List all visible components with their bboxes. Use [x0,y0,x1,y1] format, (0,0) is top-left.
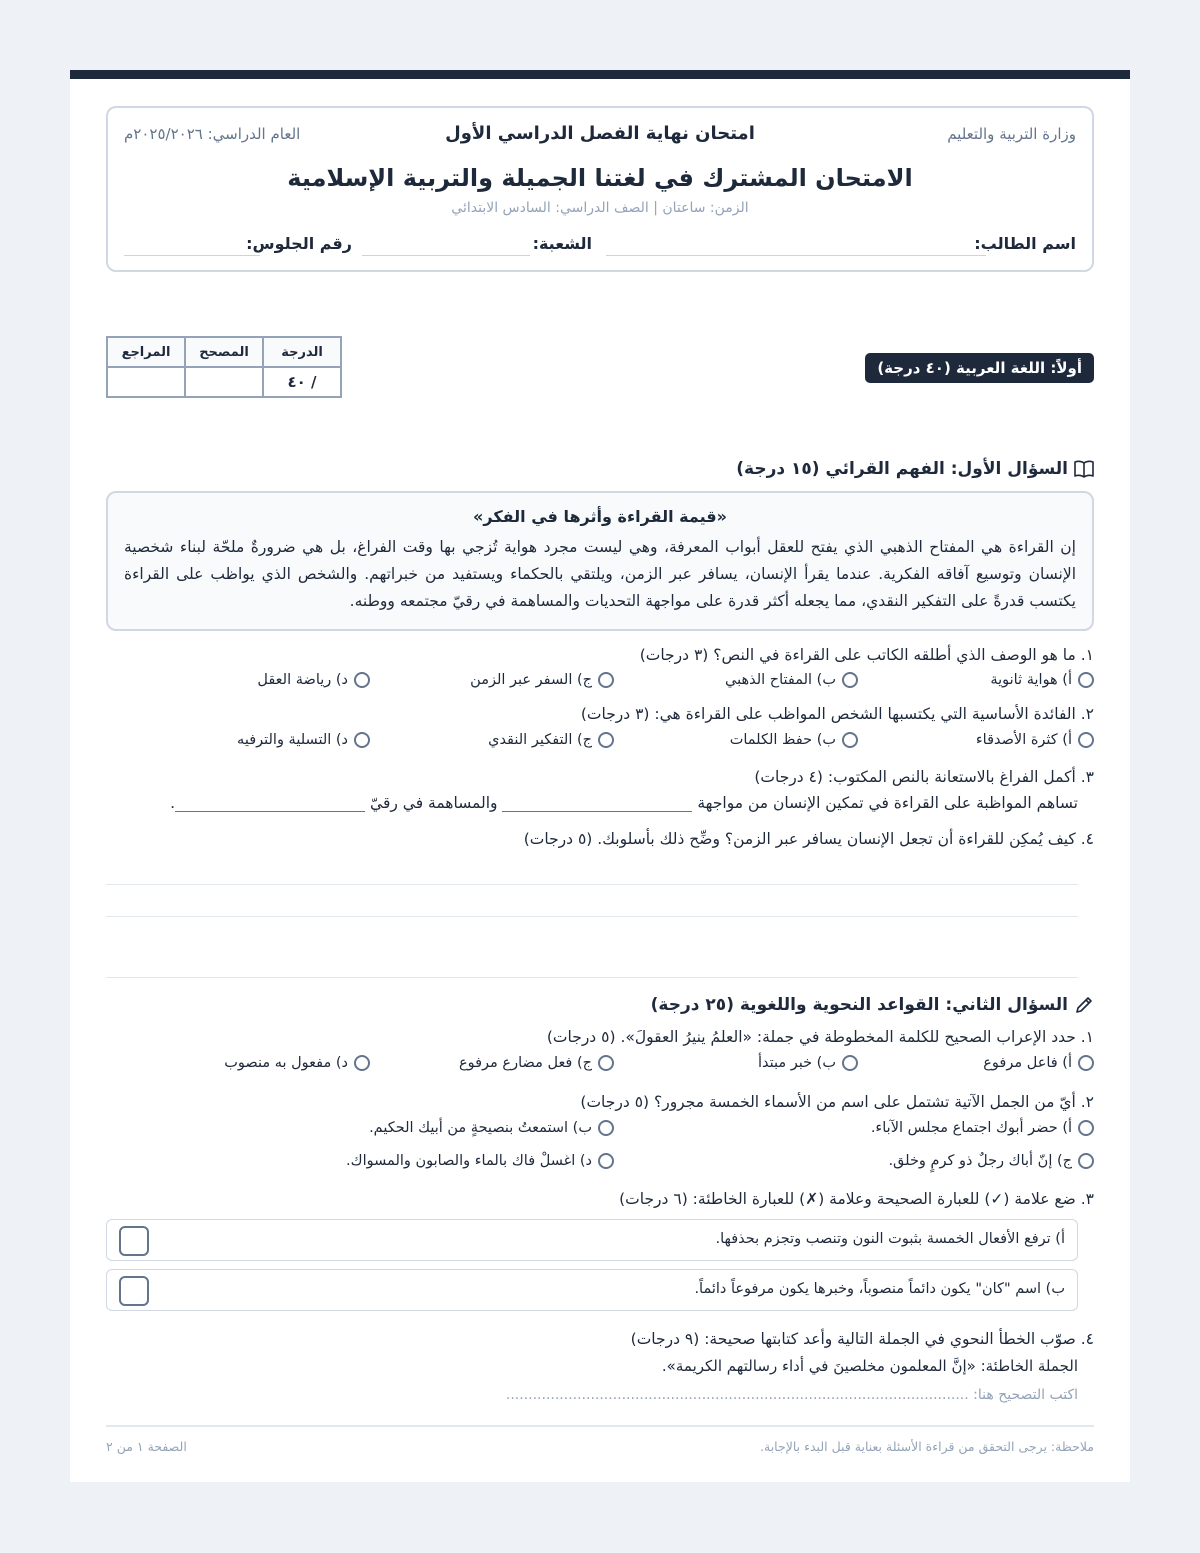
q2-title [651,995,1094,1015]
q1-title-text: السؤال الأول: الفهم القرائي (١٥ درجة) [736,459,1068,479]
radio-circle-icon[interactable] [598,1120,614,1136]
q1-item1-option-c[interactable]: ج) السفر عبر الزمن [470,672,614,688]
q1-item2-option-d[interactable]: د) التسلية والترفيه [237,732,370,748]
radio-circle-icon[interactable] [1078,672,1094,688]
true-false-statement: أ) ترفع الأفعال الخمسة بثبوت النون وتنصب وتجزم بحذفها. [715,1231,1065,1247]
grade-header-corrector: المصحح [185,337,263,367]
grade-cell-reviewer[interactable] [107,367,185,397]
q2-item2-option-a[interactable]: أ) حضر أبوك اجتماع مجلس الآباء. [871,1120,1094,1136]
exam-meta: الزمن: ساعتان | الصف الدراسي: السادس الابتدائي [451,200,749,216]
q2-item2-option-d[interactable]: د) اغسلْ فاك بالماء والصابون والمسواك. [346,1153,614,1169]
grade-header-score: الدرجة [263,337,341,367]
class-section-field[interactable] [362,234,592,258]
book-icon [1068,459,1094,479]
answer-line[interactable] [106,916,1078,917]
passage-text: إن القراءة هي المفتاح الذهبي الذي يفتح للعقل أبواب المعرفة، وهي ليست مجرد هواية تُزجي بها وقت الفراغ، بل هي ضرورةٌ ملحّة لبناء شخصية الإنسان وتوسيع آفاقه الفكرية. عندما يقرأ الإنسان، يسافر عبر الزمن، ويلتقي بالحكماء ويستفيد من خبراتهم. والشخص الذي يواظب على القراءة يكتسب قدرةً على التفكير النقدي، مما يجعله أكثر قدرة على مواجهة التحديات والمساهمة في رقيّ مجتمعه ووطنه. [124,538,1076,610]
q2-item1-text: ١. حدد الإعراب الصحيح للكلمة المخطوطة في جملة: «العلمُ ينيرُ العقولَ». (٥ درجات) [546,1028,1094,1046]
q1-item2-text: ٢. الفائدة الأساسية التي يكتسبها الشخص المواظب على القراءة هي: (٣ درجات) [580,705,1094,723]
radio-circle-icon[interactable] [1078,732,1094,748]
q1-item1-option-a[interactable]: أ) هواية ثانوية [990,672,1094,688]
fill-end: . [170,794,176,812]
student-name-line[interactable] [606,255,986,256]
fill-part1: تساهم المواظبة على القراءة في تمكين الإنسان من مواجهة [697,794,1078,812]
q2-item2-text: ٢. أيّ من الجمل الآتية تشتمل على اسم من الأسماء الخمسة مجرور؟ (٥ درجات) [580,1093,1094,1111]
q2-item4-text: ٤. صوّب الخطأ النحوي في الجملة التالية وأعد كتابتها صحيحة: (٩ درجات) [630,1330,1094,1348]
q2-item1-option-b[interactable]: ب) خبر مبتدأ [758,1055,858,1071]
pencil-icon [1068,995,1094,1015]
fill-blank-1[interactable] [502,798,692,812]
q2-item2-option-c[interactable]: ج) إنّ أباك رجلٌ ذو كرمٍ وخلق. [888,1153,1094,1169]
footer-divider [106,1425,1094,1427]
student-name-label: اسم الطالب: [974,234,1076,253]
grade-cell-score[interactable]: / ٤٠ [263,367,341,397]
true-false-row [106,1269,1078,1311]
seat-number-label: رقم الجلوس: [246,234,352,253]
fill-blank-2[interactable] [175,798,365,812]
student-name-field[interactable] [606,234,1076,258]
true-false-statement: ب) اسم "كان" يكون دائماً منصوباً، وخبرها يكون مرفوعاً دائماً. [694,1281,1065,1297]
passage-title: «قيمة القراءة وأثرها في الفكر» [473,507,727,526]
q2-item2-option-b[interactable]: ب) استمعتُ بنصيحةٍ من أبيك الحكيم. [369,1120,614,1136]
reading-passage [106,491,1094,631]
radio-circle-icon[interactable] [1078,1153,1094,1169]
q1-item1-option-b[interactable]: ب) المفتاح الذهبي [725,672,858,688]
exam-paper [70,70,1130,1482]
q1-fill-in-sentence [170,794,1078,812]
grade-table [106,336,342,398]
q1-item3-text: ٣. أكمل الفراغ بالاستعانة بالنص المكتوب: (٤ درجات) [754,768,1094,786]
q1-item2-option-c[interactable]: ج) التفكير النقدي [488,732,614,748]
checkbox[interactable] [119,1276,149,1306]
radio-circle-icon[interactable] [842,1055,858,1071]
fill-part2: والمساهمة في رقيّ [370,794,498,812]
exam-subject: الامتحان المشترك في لغتنا الجميلة والتربية الإسلامية [287,164,913,192]
q1-title [736,459,1094,479]
q1-item1-option-d[interactable]: د) رياضة العقل [257,672,370,688]
q2-item1-option-c[interactable]: ج) فعل مضارع مرفوع [459,1055,614,1071]
academic-year: العام الدراسي: ٢٠٢٥/٢٠٢٦م [124,125,301,143]
q1-item1-text: ١. ما هو الوصف الذي أطلقه الكاتب على القراءة في النص؟ (٣ درجات) [639,646,1094,664]
radio-circle-icon[interactable] [1078,1055,1094,1071]
footer-note: ملاحظة: يرجى التحقق من قراءة الأسئلة بعناية قبل البدء بالإجابة. [760,1439,1094,1454]
class-section-label: الشعبة: [532,234,592,253]
grade-cell-corrector[interactable] [185,367,263,397]
radio-circle-icon[interactable] [842,732,858,748]
wrong-sentence: الجملة الخاطئة: «إنَّ المعلمون مخلصينَ في أداء رسالتهم الكريمة». [661,1357,1078,1375]
grade-header-reviewer: المراجع [107,337,185,367]
true-false-row [106,1219,1078,1261]
radio-circle-icon[interactable] [354,732,370,748]
class-section-line[interactable] [362,255,530,256]
seat-number-line[interactable] [124,255,260,256]
q2-title-text: السؤال الثاني: القواعد النحوية واللغوية (٢٥ درجة) [650,995,1068,1015]
q1-item4-text: ٤. كيف يُمكِن للقراءة أن تجعل الإنسان يسافر عبر الزمن؟ وضِّح ذلك بأسلوبك. (٥ درجات) [523,830,1094,848]
checkbox[interactable] [119,1226,149,1256]
exam-title: امتحان نهاية الفصل الدراسي الأول [445,123,755,144]
section-divider [106,977,1078,978]
section-badge: أولاً: اللغة العربية (٤٠ درجة) [865,353,1094,383]
radio-circle-icon[interactable] [1078,1120,1094,1136]
q2-item1-option-a[interactable]: أ) فاعل مرفوع [983,1055,1094,1071]
ministry-name: وزارة التربية والتعليم [947,125,1076,143]
seat-number-field[interactable] [124,234,352,258]
q1-item2-option-b[interactable]: ب) حفظ الكلمات [730,732,858,748]
answer-line[interactable] [106,884,1078,885]
radio-circle-icon[interactable] [354,1055,370,1071]
student-info-fields [124,234,1076,258]
q1-item2-option-a[interactable]: أ) كثرة الأصدقاء [976,732,1094,748]
radio-circle-icon[interactable] [598,672,614,688]
page-number: الصفحة ١ من ٢ [106,1439,187,1454]
radio-circle-icon[interactable] [598,1055,614,1071]
q2-item3-text: ٣. ضع علامة (✓) للعبارة الصحيحة وعلامة (✗) للعبارة الخاطئة: (٦ درجات) [619,1190,1094,1208]
correction-prompt[interactable]: اكتب التصحيح هنا: ........................................................................................................ [505,1387,1078,1403]
header-top-row [124,123,1076,147]
radio-circle-icon[interactable] [598,732,614,748]
q2-item1-option-d[interactable]: د) مفعول به منصوب [224,1055,370,1071]
radio-circle-icon[interactable] [354,672,370,688]
radio-circle-icon[interactable] [842,672,858,688]
exam-header [106,106,1094,272]
radio-circle-icon[interactable] [598,1153,614,1169]
